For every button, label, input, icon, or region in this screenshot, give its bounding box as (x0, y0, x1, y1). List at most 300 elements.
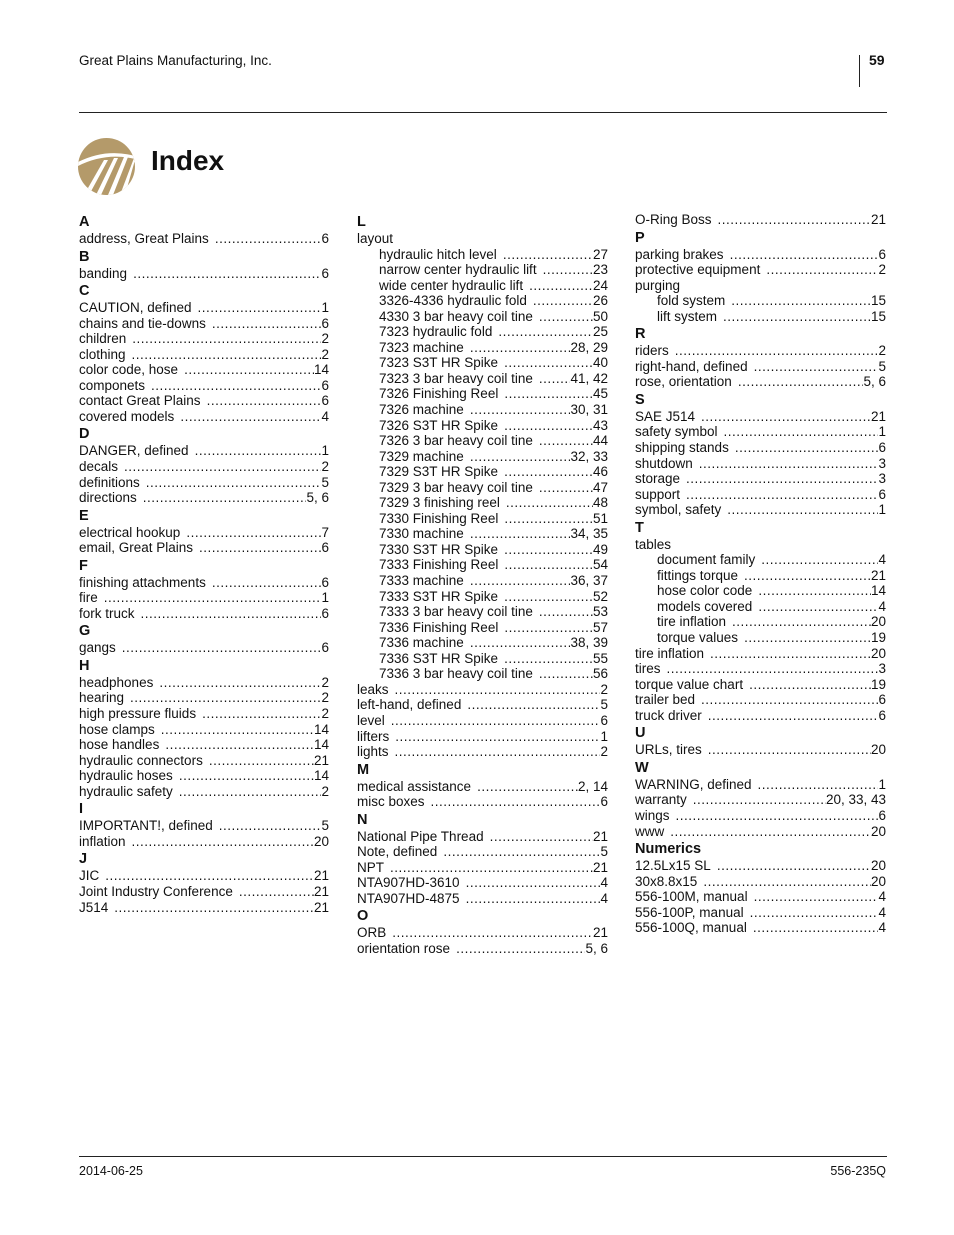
index-term: 7323 hydraulic fold (379, 324, 493, 340)
dot-leader (533, 293, 593, 309)
index-page-refs: 15 (870, 308, 886, 324)
index-page-refs: 24 (592, 277, 608, 293)
index-term: hose clamps (79, 721, 155, 737)
index-term: NTA907HD-3610 (357, 875, 460, 891)
dot-leader (470, 635, 571, 651)
index-entry (79, 347, 329, 363)
index-entry (357, 464, 608, 480)
dot-leader (151, 378, 321, 394)
index-page-refs: 4 (878, 889, 886, 905)
index-page-refs: 5 (321, 818, 329, 834)
index-entry (79, 490, 329, 506)
dot-leader (686, 487, 878, 503)
index-page-refs: 2 (321, 346, 329, 362)
index-term: warranty (635, 792, 687, 808)
index-page-refs: 1 (321, 300, 329, 316)
index-term: fold system (657, 293, 726, 309)
index-page-refs: 50 (592, 308, 608, 324)
index-page-refs: 21 (592, 859, 608, 875)
dot-leader (539, 309, 593, 325)
dot-leader (727, 502, 878, 518)
index-term: 7329 S3T HR Spike (379, 464, 499, 480)
index-page-refs: 6 (321, 605, 329, 621)
dot-leader (732, 614, 871, 630)
index-page-refs: 6 (600, 794, 608, 810)
index-entry (357, 402, 608, 418)
dot-leader (504, 557, 593, 573)
dot-leader (466, 875, 601, 891)
index-entry (79, 443, 329, 459)
index-page-refs: 49 (592, 541, 608, 557)
index-page-refs: 6 (321, 393, 329, 409)
dot-leader (470, 526, 571, 542)
index-term: parking brakes (635, 246, 724, 262)
index-term: 556-100Q, manual (635, 920, 747, 936)
dot-leader (504, 386, 593, 402)
index-page-refs: 4 (878, 598, 886, 614)
index-term: 556-100P, manual (635, 904, 744, 920)
index-term: SAE J514 (635, 408, 696, 424)
dot-leader (506, 495, 593, 511)
index-page-refs: 14 (313, 721, 329, 737)
index-entry (635, 614, 886, 630)
dot-leader (215, 231, 322, 247)
dot-leader (219, 818, 322, 834)
dot-leader (543, 262, 593, 278)
index-term: 7333 Finishing Reel (379, 557, 499, 573)
index-term: 12.5Lx15 SL (635, 858, 711, 874)
index-page-refs: 6 (878, 807, 886, 823)
dot-leader (202, 706, 321, 722)
index-page-refs: 20 (870, 858, 886, 874)
index-letter-heading: L (357, 214, 366, 230)
index-term: decals (79, 459, 119, 475)
index-entry (635, 874, 886, 890)
index-entry (357, 278, 608, 294)
index-term: componets (79, 377, 146, 393)
index-term: 3326-4336 hydraulic fold (379, 293, 527, 309)
index-page-refs: 46 (592, 464, 608, 480)
index-term: address, Great Plains (79, 231, 209, 246)
index-term: wings (635, 807, 670, 823)
dot-leader (104, 590, 322, 606)
index-term: color code, hose (79, 362, 179, 378)
index-entry (635, 583, 886, 599)
index-page-refs: 34, 35 (570, 526, 608, 542)
dot-leader (395, 729, 600, 745)
index-term: chains and tie-downs (79, 315, 206, 331)
index-term: symbol, safety (635, 502, 722, 518)
dot-leader (699, 456, 879, 472)
dot-leader (143, 490, 307, 506)
index-page-refs: 2 (878, 262, 886, 278)
index-letter-heading: H (79, 657, 90, 674)
index-entry (357, 589, 608, 605)
index-page-refs: 6 (321, 315, 329, 331)
index-entry (635, 293, 886, 309)
dot-leader (723, 309, 871, 325)
dot-leader (132, 347, 322, 363)
index-term: banding (79, 265, 128, 281)
index-page-refs: 28, 29 (570, 339, 608, 355)
index-entry (357, 309, 608, 325)
index-page-refs: 4 (321, 408, 329, 424)
index-page-refs: 36, 37 (570, 573, 608, 589)
index-term: URLs, tires (635, 742, 702, 758)
index-entry (79, 640, 329, 656)
index-entry (357, 340, 608, 356)
index-page-refs: 5 (321, 474, 329, 490)
index-entry (357, 682, 608, 698)
dot-leader (758, 599, 878, 615)
index-term: 7326 3 bar heavy coil tine (379, 433, 533, 449)
dot-leader (758, 777, 879, 793)
index-term: 7336 3 bar heavy coil tine (379, 666, 533, 682)
index-entry (357, 573, 608, 589)
dot-leader (504, 589, 593, 605)
dot-leader (159, 675, 321, 691)
index-entry (79, 475, 329, 491)
index-letter-heading: O (357, 908, 369, 925)
index-term: definitions (79, 474, 140, 490)
index-entry (357, 713, 608, 729)
index-entry (357, 557, 608, 573)
index-page-refs: 3 (878, 455, 886, 471)
dot-leader (179, 784, 322, 800)
dot-leader (212, 575, 322, 591)
index-page-refs: 2 (321, 674, 329, 690)
index-entry (635, 552, 886, 568)
index-term: hydraulic connectors (79, 752, 203, 768)
dot-leader (209, 753, 314, 769)
dot-leader (504, 511, 593, 527)
index-entry (635, 824, 886, 840)
index-page-refs: 56 (592, 666, 608, 682)
index-entry (79, 409, 329, 425)
index-term: 7330 Finishing Reel (379, 510, 499, 526)
index-term: gangs (79, 640, 116, 656)
index-page-refs: 6 (878, 692, 886, 708)
index-entry (635, 262, 886, 278)
index-term: 7326 Finishing Reel (379, 386, 499, 402)
index-term: headphones (79, 674, 154, 690)
index-entry (79, 737, 329, 753)
index-letter-heading: B (79, 248, 90, 265)
index-term: hose color code (657, 583, 753, 599)
index-page-refs: 21 (313, 752, 329, 768)
dot-leader (431, 794, 601, 810)
index-entry (79, 606, 329, 622)
index-term: protective equipment (635, 262, 761, 278)
index-entry (635, 677, 886, 693)
index-term: IMPORTANT!, defined (79, 818, 213, 834)
index-page-refs: 6 (878, 707, 886, 723)
index-page-refs: 21 (313, 868, 329, 884)
index-term: support (635, 486, 681, 502)
index-page-refs: 14 (870, 583, 886, 599)
index-entry (357, 247, 608, 263)
index-page-refs: 20 (313, 833, 329, 849)
dot-leader (395, 682, 601, 698)
index-page-refs: 45 (592, 386, 608, 402)
index-term: riders (635, 343, 669, 359)
index-entry (357, 542, 608, 558)
index-page-refs: 1 (878, 776, 886, 792)
index-term: DANGER, defined (79, 443, 189, 459)
index-term: torque value chart (635, 676, 744, 692)
index-entry (357, 324, 608, 340)
index-page-refs: 21 (313, 883, 329, 899)
index-term: 7333 3 bar heavy coil tine (379, 604, 533, 620)
index-page-refs: 1 (878, 424, 886, 440)
index-term: document family (657, 552, 756, 568)
index-page-refs: 55 (592, 650, 608, 666)
index-entry (357, 604, 608, 620)
dot-leader (754, 889, 879, 905)
index-entry (635, 568, 886, 584)
index-page-refs: 15 (870, 293, 886, 309)
index-term: level (357, 712, 385, 728)
index-term: 30x8.8x15 (635, 873, 698, 889)
index-entry (79, 316, 329, 332)
index-term: 7330 S3T HR Spike (379, 541, 499, 557)
index-entry (357, 371, 608, 387)
index-entry (79, 459, 329, 475)
index-page-refs: 32, 33 (570, 448, 608, 464)
index-term: children (79, 331, 127, 347)
dot-leader (122, 640, 322, 656)
dot-leader (539, 666, 593, 682)
dot-leader (749, 677, 871, 693)
index-page-refs: 20 (870, 823, 886, 839)
index-term: 7326 S3T HR Spike (379, 417, 499, 433)
index-entry (79, 231, 329, 247)
dot-leader (670, 824, 871, 840)
index-entry (79, 768, 329, 784)
index-entry (357, 635, 608, 651)
index-entry (635, 374, 886, 390)
dot-leader (703, 874, 871, 890)
index-term: safety symbol (635, 424, 718, 440)
dot-leader (133, 266, 321, 282)
index-page-refs: 1 (600, 728, 608, 744)
index-term: electrical hookup (79, 524, 181, 540)
index-entry (635, 343, 886, 359)
index-term: 7333 machine (379, 573, 464, 589)
index-letter-heading: I (79, 801, 84, 818)
index-entry (357, 480, 608, 496)
index-letter-heading: F (79, 557, 88, 574)
index-page-refs: 21 (870, 408, 886, 424)
index-entry (635, 889, 886, 905)
index-entry (79, 784, 329, 800)
index-entry (357, 433, 608, 449)
dot-leader (132, 834, 314, 850)
index-page-refs: 2 (321, 706, 329, 722)
index-page-refs: 7 (321, 524, 329, 540)
index-page-refs: 2 (600, 681, 608, 697)
index-entry (635, 661, 886, 677)
index-letter-heading: N (357, 811, 368, 828)
index-term: lifters (357, 728, 390, 744)
index-entry (79, 331, 329, 347)
index-page-refs: 6 (600, 712, 608, 728)
index-page-refs: 3 (878, 661, 886, 677)
dot-leader (184, 362, 314, 378)
index-term: 7323 machine (379, 339, 464, 355)
index-page-refs: 6 (878, 440, 886, 456)
dot-leader (105, 868, 314, 884)
index-term: hose handles (79, 737, 160, 753)
index-page-refs: 6 (321, 377, 329, 393)
index-column-3 (635, 212, 886, 936)
index-term: National Pipe Thread (357, 828, 484, 844)
index-term: www (635, 823, 665, 839)
index-term: hydraulic safety (79, 783, 173, 799)
index-term: hydraulic hitch level (379, 246, 497, 262)
index-entry (357, 526, 608, 542)
dot-leader (744, 568, 871, 584)
index-letter-heading: P (635, 229, 645, 246)
index-entry (79, 525, 329, 541)
index-term: right-hand, defined (635, 358, 748, 374)
index-term: lights (357, 744, 389, 760)
dot-leader (470, 573, 571, 589)
dot-leader (529, 278, 593, 294)
dot-leader (744, 630, 871, 646)
dot-leader (675, 343, 879, 359)
index-term: wide center hydraulic lift (379, 277, 524, 293)
index-entry (357, 829, 608, 845)
page-title: Index (151, 145, 225, 176)
index-term: email, Great Plains (79, 540, 194, 556)
dot-leader (392, 925, 593, 941)
index-entry (635, 487, 886, 503)
dot-leader (395, 744, 601, 760)
index-page-refs: 20 (870, 614, 886, 630)
index-term: tires (635, 661, 661, 677)
index-term: contact Great Plains (79, 393, 201, 409)
index-page-refs: 3 (878, 471, 886, 487)
index-entry (79, 753, 329, 769)
index-entry (357, 449, 608, 465)
index-page-refs: 57 (592, 619, 608, 635)
dot-leader (443, 844, 600, 860)
index-page-refs: 40 (592, 355, 608, 371)
index-term: fire (79, 590, 98, 606)
index-entry (357, 418, 608, 434)
index-entry (635, 920, 886, 936)
index-entry (79, 362, 329, 378)
index-page-refs: 20 (870, 873, 886, 889)
index-page-refs: 4 (600, 875, 608, 891)
dot-leader (754, 359, 879, 375)
index-entry (635, 409, 886, 425)
index-term: finishing attachments (79, 574, 206, 590)
dot-leader (390, 860, 593, 876)
index-term: layout (357, 231, 394, 246)
dot-leader (730, 247, 879, 263)
dot-leader (161, 722, 314, 738)
page-number: 59 (869, 52, 885, 68)
dot-leader (179, 768, 314, 784)
index-entry (79, 300, 329, 316)
index-entry (357, 386, 608, 402)
index-page-refs: 4 (878, 920, 886, 936)
index-term: clothing (79, 346, 126, 362)
index-entry (357, 891, 608, 907)
index-page-refs: 2 (321, 459, 329, 475)
index-entry (357, 744, 608, 760)
index-page-refs: 30, 31 (570, 402, 608, 418)
index-entry (635, 456, 886, 472)
footer-doc-number: 556-235Q (830, 1164, 886, 1178)
index-entry (635, 599, 886, 615)
index-term: torque values (657, 630, 739, 646)
dot-leader (391, 713, 601, 729)
index-term: 7330 machine (379, 526, 464, 542)
index-page-refs: 1 (321, 590, 329, 606)
index-entry (635, 502, 886, 518)
index-page-refs: 2 (600, 744, 608, 760)
index-term: J514 (79, 899, 109, 915)
index-term: fork truck (79, 605, 135, 621)
index-term: JIC (79, 868, 100, 884)
index-term: 7336 Finishing Reel (379, 619, 499, 635)
dot-leader (504, 464, 593, 480)
index-entry (357, 511, 608, 527)
index-term: tire inflation (657, 614, 727, 630)
index-entry (635, 309, 886, 325)
index-entry (357, 925, 608, 941)
index-term: CAUTION, defined (79, 300, 192, 316)
index-entry (357, 666, 608, 682)
index-term: 7323 3 bar heavy coil tine (379, 370, 533, 386)
index-term: truck driver (635, 707, 702, 723)
index-page-refs: 5, 6 (585, 940, 608, 956)
dot-leader (504, 651, 593, 667)
index-page-refs: 5, 6 (863, 374, 886, 390)
index-entry (635, 359, 886, 375)
dot-leader (467, 697, 600, 713)
index-page-refs: 5, 6 (306, 490, 329, 506)
dot-leader (207, 393, 322, 409)
index-term: fittings torque (657, 567, 739, 583)
index-page-refs: 2 (878, 343, 886, 359)
index-entry (79, 540, 329, 556)
index-page-refs: 14 (313, 362, 329, 378)
index-page-refs: 20 (870, 742, 886, 758)
index-entry (79, 706, 329, 722)
index-term: hearing (79, 690, 125, 706)
index-page-refs: 52 (592, 588, 608, 604)
dot-leader (539, 480, 593, 496)
index-term: ORB (357, 925, 387, 941)
dot-leader (165, 737, 314, 753)
index-letter-heading: R (635, 326, 646, 343)
index-page-refs: 6 (321, 231, 329, 246)
index-letter-heading: S (635, 391, 645, 408)
index-letter-heading: D (79, 426, 90, 443)
index-entry (79, 818, 329, 834)
index-entry (79, 266, 329, 282)
index-entry (79, 884, 329, 900)
index-page-refs: 20, 33, 43 (825, 792, 886, 808)
index-page-refs: 6 (321, 574, 329, 590)
dot-leader (132, 331, 321, 347)
dot-leader (738, 374, 864, 390)
index-term: rose, orientation (635, 374, 732, 390)
